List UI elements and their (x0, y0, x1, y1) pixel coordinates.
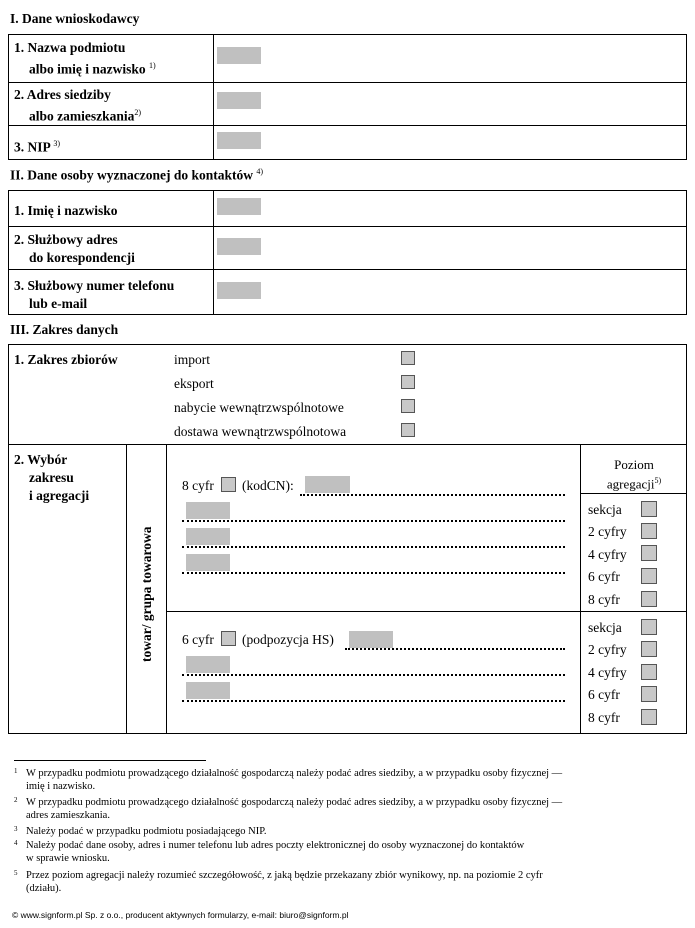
section-1-divider (213, 34, 214, 160)
dotted-line (182, 572, 565, 574)
option-import-label: import (174, 352, 210, 367)
section-3-row-sep (8, 444, 687, 445)
cn8-suffix: (kodCN): (242, 478, 294, 493)
section-2-title: II. Dane osoby wyznaczonej do kontaktów $^{4)}$ (10, 167, 264, 183)
nabycie-checkbox[interactable] (401, 399, 415, 413)
adres-korespondencji-input[interactable] (217, 238, 261, 255)
agg-cn-6cyfr: 6 cyfr (588, 569, 620, 584)
agg-cn-8cyfr-checkbox[interactable] (641, 591, 657, 607)
agg-cn-8cyfr: 8 cyfr (588, 592, 620, 607)
dotted-line (182, 520, 565, 522)
agg-header-sep (580, 493, 687, 494)
agg-hs-4cyfry: 4 cyfry (588, 665, 627, 680)
dotted-line (182, 546, 565, 548)
option-eksport-label: eksport (174, 376, 214, 391)
adres-siedziby-label: 2. Adres siedziby albo zamieszkania$^{2)}$ (14, 87, 142, 124)
dotted-line (182, 674, 565, 676)
vertical-divider (126, 444, 127, 734)
subrow-separator (166, 611, 687, 612)
hs6-prefix: 6 cyfr (182, 632, 214, 647)
section-2-row-sep (8, 226, 687, 227)
agg-cn-4cyfry: 4 cyfry (588, 547, 627, 562)
wybor-zakresu-label: 2. Wybór zakresu i agregacji (14, 452, 90, 503)
agg-cn-2cyfry-checkbox[interactable] (641, 523, 657, 539)
option-nabycie-label: nabycie wewnątrzwspólnotowe (174, 400, 344, 415)
section-1-title: I. Dane wnioskodawcy (10, 11, 140, 26)
dotted-line (182, 700, 565, 702)
cn8-input-4[interactable] (186, 554, 230, 571)
hs6-suffix: (podpozycja HS) (242, 632, 334, 647)
dostawa-checkbox[interactable] (401, 423, 415, 437)
dotted-line (345, 648, 565, 650)
dotted-line (300, 494, 565, 496)
telefon-label: 3. Służbowy numer telefonu lub e-mail (14, 278, 175, 311)
nip-label: 3. NIP $^{3)}$ (14, 139, 61, 155)
zakres-zbiorow-label: 1. Zakres zbiorów (14, 352, 118, 367)
telefon-input[interactable] (217, 282, 261, 299)
adres-siedziby-input[interactable] (217, 92, 261, 109)
cn8-input-2[interactable] (186, 502, 230, 519)
nip-input[interactable] (217, 132, 261, 149)
imie-nazwisko-input[interactable] (217, 198, 261, 215)
section-3-title: III. Zakres danych (10, 322, 119, 337)
cn8-input-1[interactable] (305, 476, 350, 493)
footer-credit: © www.signform.pl Sp. z o.o., producent aktywnych formularzy, e-mail: biuro@signform.pl (12, 910, 349, 920)
agg-hs-sekcja: sekcja (588, 620, 622, 635)
towar-vertical-label: towar/ grupa towarowa (139, 526, 154, 662)
agg-hs-sekcja-checkbox[interactable] (641, 619, 657, 635)
eksport-checkbox[interactable] (401, 375, 415, 389)
vertical-divider (166, 444, 167, 734)
import-checkbox[interactable] (401, 351, 415, 365)
nazwa-input[interactable] (217, 47, 261, 64)
agg-hs-8cyfr: 8 cyfr (588, 710, 620, 725)
agg-hs-6cyfr: 6 cyfr (588, 687, 620, 702)
agregacja-header: Poziom agregacji$^{5)}$ (606, 457, 662, 492)
option-dostawa-label: dostawa wewnątrzwspólnotowa (174, 424, 347, 439)
cn8-prefix: 8 cyfr (182, 478, 214, 493)
agg-hs-2cyfry: 2 cyfry (588, 642, 627, 657)
footnote-rule (14, 760, 206, 761)
hs6-input-3[interactable] (186, 682, 230, 699)
agg-cn-sekcja: sekcja (588, 502, 622, 517)
agg-cn-6cyfr-checkbox[interactable] (641, 568, 657, 584)
cn8-checkbox[interactable] (221, 477, 236, 492)
agg-cn-sekcja-checkbox[interactable] (641, 501, 657, 517)
section-1-row-sep (8, 82, 687, 83)
hs6-input-2[interactable] (186, 656, 230, 673)
nazwa-label: 1. Nazwa podmiotu albo imię i nazwisko $^{1)}$ (14, 40, 156, 77)
agg-hs-4cyfry-checkbox[interactable] (641, 664, 657, 680)
hs6-input-1[interactable] (349, 631, 393, 648)
agg-cn-2cyfry: 2 cyfry (588, 524, 627, 539)
hs6-checkbox[interactable] (221, 631, 236, 646)
adres-korespondencji-label: 2. Służbowy adres do korespondencji (14, 232, 135, 265)
agg-cn-4cyfry-checkbox[interactable] (641, 545, 657, 561)
section-2-divider (213, 190, 214, 315)
agg-hs-8cyfr-checkbox[interactable] (641, 709, 657, 725)
agg-hs-2cyfry-checkbox[interactable] (641, 641, 657, 657)
imie-nazwisko-label: 1. Imię i nazwisko (14, 203, 118, 218)
cn8-input-3[interactable] (186, 528, 230, 545)
agg-hs-6cyfr-checkbox[interactable] (641, 686, 657, 702)
section-2-row-sep (8, 269, 687, 270)
